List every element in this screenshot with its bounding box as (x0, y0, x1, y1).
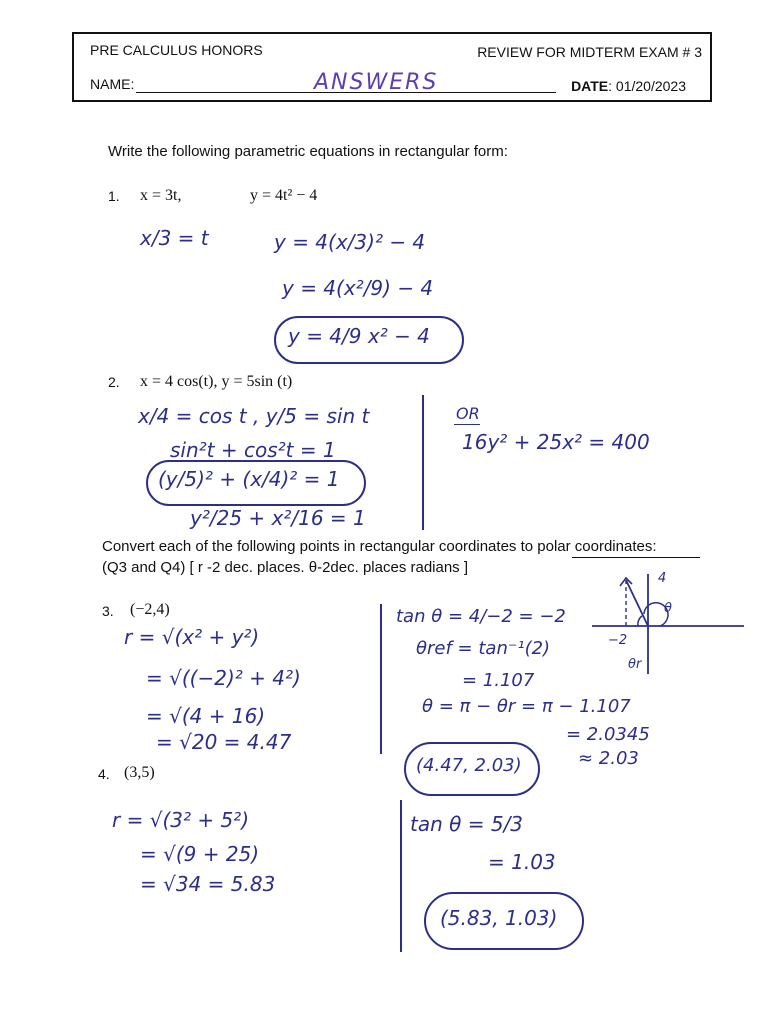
section2-instruction: Convert each of the following points in rectangular coordinates to polar coordinates: (102, 538, 657, 555)
q1-number: 1. (108, 188, 120, 204)
q2-answer: (y/5)² + (x/4)² = 1 (158, 467, 340, 491)
q1-y-equation: y = 4t² − 4 (250, 187, 318, 204)
q4-number: 4. (98, 766, 110, 782)
q3-theta-work-5: = 2.0345 (566, 724, 650, 745)
q3-theta-work-6: ≈ 2.03 (578, 748, 639, 769)
q2-or-underline (454, 424, 480, 425)
q3-coordinate-sketch (588, 570, 748, 680)
q3-r-work-3: = √(4 + 16) (146, 704, 266, 728)
section2-note: (Q3 and Q4) [ r -2 dec. places. θ-2dec. places radians ] (102, 559, 469, 576)
q3-theta-work-2: θref = tan⁻¹(2) (416, 638, 551, 659)
q2-equation: x = 4 cos(t), y = 5sin (t) (140, 373, 293, 390)
q2-work-1: x/4 = cos t , y/5 = sin t (138, 404, 370, 428)
date-field (571, 78, 686, 94)
q4-theta-work-2: = 1.03 (488, 850, 556, 874)
q3-point: (−2,4) (130, 601, 170, 618)
q3-r-work-4: = √20 = 4.47 (156, 730, 292, 754)
name-label: NAME: (90, 76, 135, 92)
name-value: ANSWERS (314, 70, 439, 95)
q4-point: (3,5) (124, 764, 155, 781)
polar-underline (572, 557, 700, 558)
q1-x-equation: x = 3t, (140, 187, 182, 204)
course-title: PRE CALCULUS HONORS (90, 42, 263, 58)
q3-theta-work-1: tan θ = 4/−2 = −2 (396, 606, 566, 627)
q4-answer: (5.83, 1.03) (440, 906, 558, 930)
sketch-label-x: −2 (608, 633, 628, 648)
q1-work-2: y = 4(x/3)² − 4 (274, 230, 426, 254)
q3-number: 3. (102, 603, 114, 619)
q2-number: 2. (108, 374, 120, 390)
sketch-label-theta-ref: θr (628, 657, 642, 672)
q4-r-work-2: = √(9 + 25) (140, 842, 260, 866)
q2-work-2: sin²t + cos²t = 1 (170, 438, 336, 462)
q3-r-work-1: r = √(x² + y²) (124, 625, 260, 649)
date-label: DATE (571, 78, 609, 94)
header-box (72, 32, 712, 102)
q1-work-1: x/3 = t (140, 226, 209, 250)
q4-r-work-1: r = √(3² + 5²) (112, 808, 250, 832)
sketch-label-theta: θ (664, 601, 672, 616)
q4-r-work-3: = √34 = 5.83 (140, 872, 276, 896)
date-value: : 01/20/2023 (608, 78, 686, 94)
q3-divider (380, 604, 382, 754)
q1-answer: y = 4/9 x² − 4 (288, 324, 430, 348)
section1-instruction: Write the following parametric equations in rectangular form: (108, 143, 508, 160)
q3-theta-work-3: = 1.107 (462, 670, 535, 691)
q1-work-3: y = 4(x²/9) − 4 (282, 276, 434, 300)
q2-or-label: OR (456, 404, 480, 423)
q4-divider (400, 800, 402, 952)
q2-divider (422, 395, 424, 530)
sketch-label-y: 4 (658, 571, 667, 586)
q4-theta-work-1: tan θ = 5/3 (410, 812, 524, 836)
q3-r-work-2: = √((−2)² + 4²) (146, 666, 301, 690)
q2-work-3: y²/25 + x²/16 = 1 (190, 506, 366, 530)
q2-alt-answer: 16y² + 25x² = 400 (462, 430, 650, 454)
q3-theta-work-4: θ = π − θr = π − 1.107 (422, 696, 631, 717)
exam-title: REVIEW FOR MIDTERM EXAM # 3 (477, 44, 702, 60)
q3-answer: (4.47, 2.03) (416, 755, 522, 776)
